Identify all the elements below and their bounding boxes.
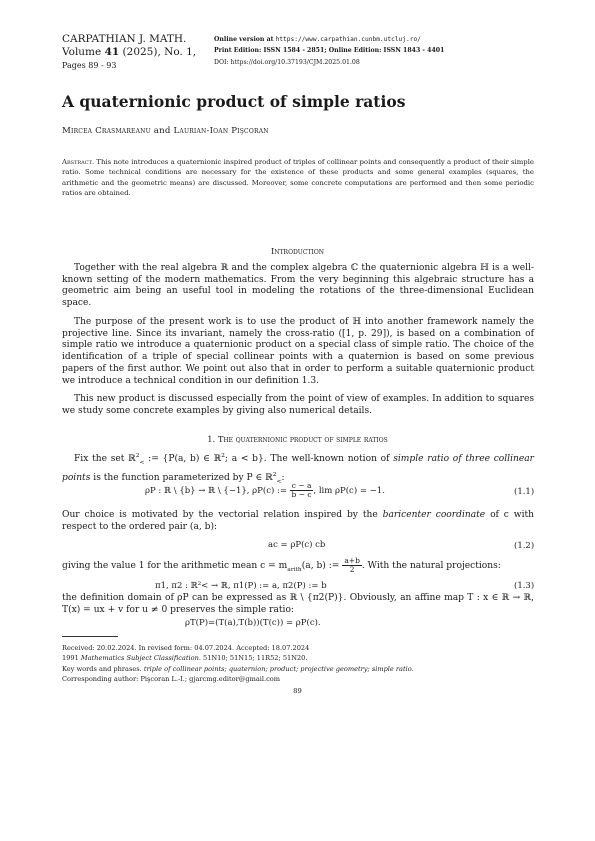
abstract-text: This note introduces a quaternionic inspired product of triples of collinear points and consequently a product of their simple ratio. Some technical conditions are necessary for the existence of these products and some general examples (squares, the arithmetic and the geometric means) are discussed. Moreover, some concrete computations are performed and then some periodic ratios are obtained. — [62, 158, 534, 198]
equation-affine-invariance: ρT(P)=(T(a),T(b))(T(c)) = ρP(c). — [185, 618, 321, 628]
footnotes — [62, 643, 414, 685]
received-dates: Received: 20.02.2024. In revised form: 04.07.2024. Accepted: 18.07.2024 — [62, 644, 310, 652]
equation-1-1-label: (1.1) — [514, 487, 535, 497]
section-1-paragraph-4: the definition domain of ρP can be expressed as ℝ \ {π2(P)}. Obviously, an affine map T : x ∈ ℝ → ℝ, T(x) = ux + v for u ≠ 0 preserves the simple ratio: — [62, 593, 534, 615]
section-1-paragraph-3: giving the value 1 for the arithmetic mean $c = m_{arith}(a$, b) := $\frac{a+b}{2}$ . With the natural projections: — [62, 556, 501, 574]
equation-1-3: π1, π2 : ℝ²< → ℝ, π1(P) := a, π2(P) := b — [155, 581, 327, 591]
print-edition: Print Edition: ISSN 1584 - 2851; Online Edition: ISSN 1843 - 4401 — [214, 47, 445, 55]
intro-paragraph-2: The purpose of the present work is to use the product of ℍ into another framework namely the projective line. Since its invariant, namely the cross-ratio ([1, p. 29]), is based on a combination of simple ratio we introduce a quaternionic product on a special class of simple ratio. The choice of the identification of a triple of special collinear points with a quaternion is based on some previous papers of the first author. We point out also that in order to perform a suitable quaternionic product we introduce a technical condition in our definition 1.3. — [62, 317, 534, 386]
intro-heading: Introduction — [271, 246, 324, 256]
keywords: Key words and phrases. triple of collinear points; quaternion; product; projective geometry; simple ratio. — [62, 664, 414, 673]
abstract — [62, 157, 534, 199]
journal-pages: Pages 89 - 93 — [62, 61, 117, 70]
journal-info — [62, 33, 196, 72]
equation-1-3-label: (1.3) — [514, 581, 535, 591]
corresponding-author: Corresponding author: Pişcoran L.-I.; gjarcmg.editor@gmail.com — [62, 675, 281, 684]
equation-1-2-label: (1.2) — [514, 541, 535, 551]
author-2: Laurian-Ioan Pişcoran — [173, 126, 269, 136]
page-number: 89 — [293, 687, 302, 695]
abstract-label: Abstract. — [62, 158, 95, 166]
msc-classification: 1991 Mathematics Subject Classification. 51N10; 51N15; 11R52; 51N20. — [62, 654, 308, 663]
online-version-line: Online version at https://www.carpathian.cunbm.utcluj.ro/ — [214, 36, 421, 43]
intro-paragraph-1: Together with the real algebra ℝ and the complex algebra ℂ the quaternionic algebra ℍ is a well-known setting of the modern mathematics. From the very beginning this algebraic structure has a geometric aim being an useful tool in modeling the rotations of the three-dimensional Euclidean space. — [62, 263, 534, 309]
footnote-divider — [62, 636, 118, 637]
equation-1-1: ρP : ℝ \ {b} → ℝ \ {−1}, ρP(c) := $\frac{c - a}{b - c}$ , lim ρP(c) = −1. — [145, 481, 385, 499]
section-1-paragraph-2: Our choice is motivated by the vectorial relation inspired by the baricenter coordinate of c with respect to the ordered pair (a, b): — [62, 510, 534, 532]
intro-paragraph-3: This new product is discussed especially from the point of view of examples. In addition to squares we study some concrete examples by giving also numerical details. — [62, 394, 534, 416]
authors: Mircea Crasmareanu and Laurian-Ioan Pişcoran — [62, 126, 269, 136]
section-1-heading: 1. The quaternionic product of simple ratios — [207, 434, 388, 444]
paper-title: A quaternionic product of simple ratios — [62, 92, 406, 111]
equation-1-2: ac = ρP(c) cb — [268, 540, 326, 550]
section-1-paragraph-1: Fix the set ℝ$^2_<$ := {P(a, b) ∈ ℝ$^2$; a < b}. The well-known notion of simple ratio of three collinear points is the function parameterized by P ∈ ℝ$^2_<$: — [62, 453, 534, 485]
online-info — [214, 34, 444, 68]
author-1: Mircea Crasmareanu — [62, 126, 151, 136]
journal-volume: 41 — [104, 46, 120, 58]
journal-volume-line: Volume 41 (2025), No. 1, — [62, 46, 197, 58]
online-url-link[interactable]: https://www.carpathian.cunbm.utcluj.ro/ — [275, 36, 421, 43]
doi-link[interactable]: DOI: https://doi.org/10.37193/CJM.2025.01.08 — [214, 58, 360, 66]
journal-name: CARPATHIAN J. MATH. — [62, 33, 187, 45]
